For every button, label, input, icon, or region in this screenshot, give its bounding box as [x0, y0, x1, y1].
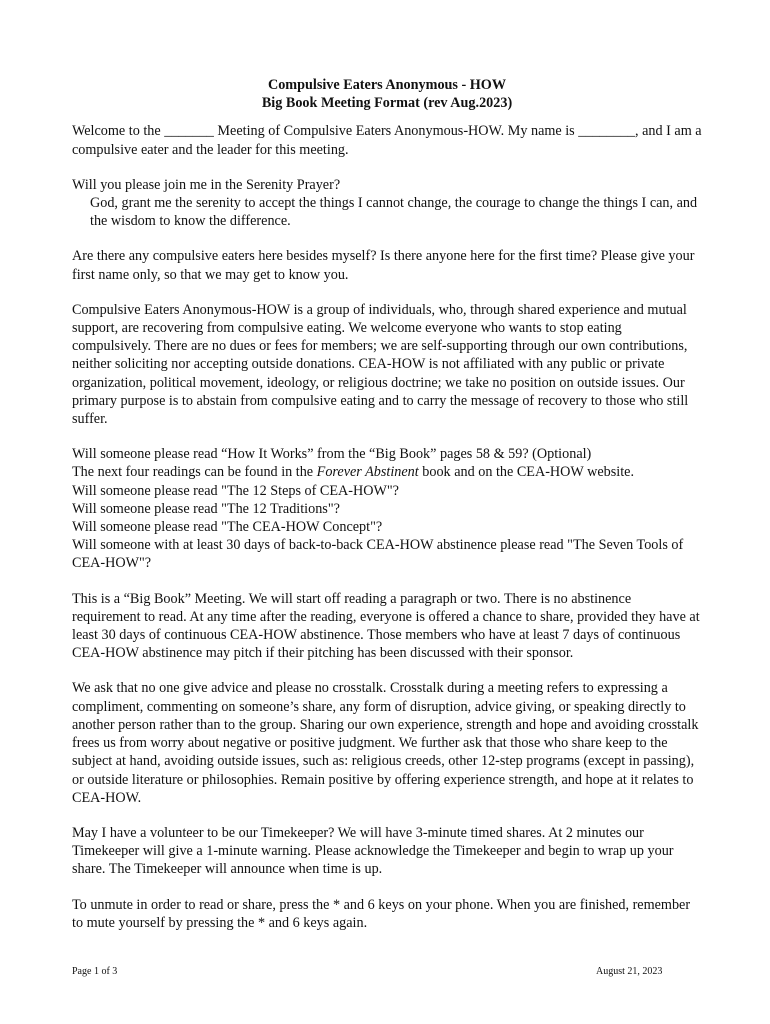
reading-note-post: book and on the CEA-HOW website. [418, 464, 634, 481]
reading-12-steps: Will someone please read "The 12 Steps of CEA-HOW"? [72, 482, 399, 499]
document-title [72, 76, 702, 112]
serenity-prayer-intro: Will you please join me in the Serenity Prayer? [72, 176, 341, 193]
crosstalk-paragraph: We ask that no one give advice and please no crosstalk. Crosstalk during a meeting refers to expressing a compliment, commenting on someone’s share, any form of disruption, advice giving, or speaking directly to another person rather than to the group. Sharing our own experience, strength and hope and avoiding crosstalk frees us from worry about negative or positive judgment. We further ask that those who share keep to the subject at hand, avoiding outside issues, such as: religious creeds, other 12-step programs (except in passing), or outside literature or philosophies. Remain positive by offering experience strength, and hope at it relates to CEA-HOW. [72, 680, 699, 806]
reading-note-book-title: Forever Abstinent [316, 464, 419, 481]
reading-12-traditions: Will someone please read "The 12 Traditions"? [72, 500, 340, 517]
reading-note [72, 463, 702, 481]
newcomer-paragraph: Are there any compulsive eaters here besides myself? Is there anyone here for the first time? Please give your first name only, so that we may get to know you. [72, 248, 695, 283]
serenity-prayer-text: God, grant me the serenity to accept the things I cannot change, the courage to change the things I can, and the wisdom to know the difference. [90, 195, 698, 230]
preamble-paragraph: Compulsive Eaters Anonymous-HOW is a group of individuals, who, through shared experience and mutual support, are recovering from compulsive eating. We welcome everyone who wants to stop eating compulsively. There are no dues or fees for members; we are self-supporting through our own contributions, neither soliciting nor accepting outside donations. CEA-HOW is not affiliated with any public or private organization, political movement, ideology, or religious doctrine; we take no position on outside issues. Our primary purpose is to abstain from compulsive eating and to carry the message of recovery to those who still suffer. [72, 301, 689, 428]
serenity-prayer-paragraph [72, 176, 702, 231]
document-body [72, 76, 702, 949]
footer-date: August 21, 2023 [596, 966, 663, 977]
reading-concept: Will someone please read "The CEA-HOW Concept"? [72, 519, 383, 536]
mute-instructions-paragraph: To unmute in order to read or share, press the * and 6 keys on your phone. When you are finished, remember to mute yourself by pressing the * and 6 keys again. [72, 896, 691, 931]
readings-paragraph [72, 445, 702, 572]
title-line-2: Big Book Meeting Format (rev Aug.2023) [261, 95, 513, 112]
title-line-1: Compulsive Eaters Anonymous - HOW [267, 77, 507, 93]
big-book-meeting-paragraph: This is a “Big Book” Meeting. We will start off reading a paragraph or two. There is no abstinence requirement to read. At any time after the reading, everyone is offered a chance to share, provided they have at least 30 days of continuous CEA-HOW abstinence. Those members who have at least 7 days of continuous CEA-HOW abstinence may pitch if their pitching has been discussed with their sponsor. [72, 590, 700, 662]
reading-how-it-works: Will someone please read “How It Works” from the “Big Book” pages 58 & 59? (Optional) [72, 446, 592, 463]
welcome-paragraph: Welcome to the _______ Meeting of Compulsive Eaters Anonymous-HOW. My name is ________, and I am a compulsive eater and the leader for this meeting. [72, 123, 702, 158]
page-number: Page 1 of 3 [72, 966, 118, 977]
reading-seven-tools: Will someone with at least 30 days of back-to-back CEA-HOW abstinence please read "The Seven Tools of CEA-HOW"? [72, 537, 684, 572]
reading-note-pre: The next four readings can be found in the [72, 464, 317, 481]
timekeeper-paragraph: May I have a volunteer to be our Timekeeper? We will have 3-minute timed shares. At 2 minutes our Timekeeper will give a 1-minute warning. Please acknowledge the Timekeeper and begin to wrap up your share. The Timekeeper will announce when time is up. [72, 824, 674, 878]
